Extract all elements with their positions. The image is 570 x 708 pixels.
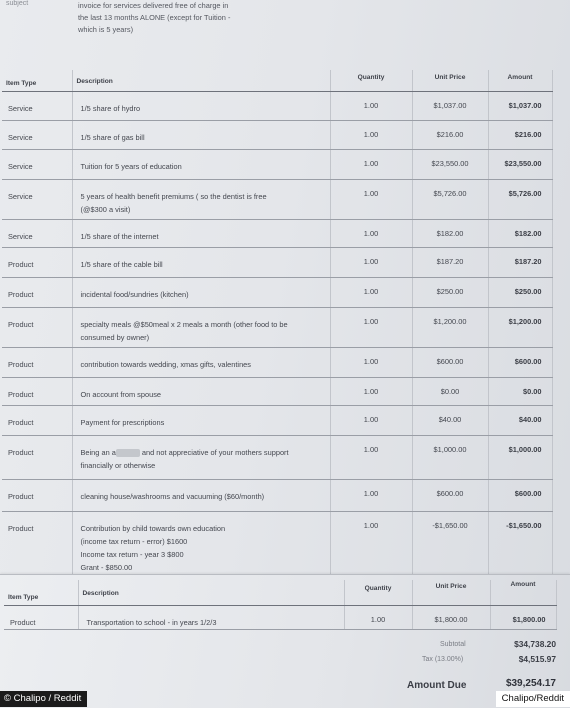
item-amount: $600.00 <box>488 348 552 378</box>
item-amount: $250.00 <box>488 278 552 308</box>
subject-label: subject <box>6 0 29 7</box>
subtotal-value: $34,738.20 <box>514 639 556 649</box>
item-unit-price: $600.00 <box>412 348 488 378</box>
item-quantity: 1.00 <box>330 480 412 512</box>
item-type: Service <box>2 92 72 121</box>
description-text: and not appreciative of your mothers support <box>141 448 289 457</box>
item-amount: $0.00 <box>488 378 552 406</box>
col-quantity: Quantity <box>330 70 412 92</box>
description-line: consumed by owner) <box>80 333 150 342</box>
description-line: (@$300 a visit) <box>80 205 131 214</box>
item-unit-price: $23,550.00 <box>412 150 488 180</box>
description-line: Income tax return - year 3 $800 <box>80 550 184 559</box>
item-amount: $1,800.00 <box>490 606 556 630</box>
col-description: Description <box>72 70 330 92</box>
item-unit-price: -$1,650.00 <box>412 512 488 578</box>
item-description <box>72 150 330 180</box>
item-unit-price: $187.20 <box>412 248 488 278</box>
item-amount: $216.00 <box>488 121 552 150</box>
item-quantity: 1.00 <box>330 278 412 308</box>
table-row <box>2 436 552 480</box>
table-row <box>2 406 552 436</box>
table-row <box>2 480 552 512</box>
description-line: contribution towards wedding, xmas gifts, valentines <box>80 360 251 369</box>
item-amount: -$1,650.00 <box>488 512 552 578</box>
item-amount: $23,550.00 <box>488 150 552 180</box>
col-unit-price: Unit Price <box>412 580 490 606</box>
description-line: On account from spouse <box>80 390 162 399</box>
description-line: 5 years of health benefit premiums ( so the dentist is free <box>80 192 267 201</box>
tax-label: Tax (13.00%) <box>422 656 464 663</box>
table-header-row <box>2 70 552 92</box>
col-quantity: Quantity <box>344 580 412 606</box>
item-quantity: 1.00 <box>330 220 412 248</box>
table-header-row <box>4 580 556 606</box>
table-row <box>2 512 552 578</box>
item-amount: $600.00 <box>488 480 552 512</box>
redacted-word <box>116 449 140 457</box>
note-line: invoice for services delivered free of charge in <box>78 1 229 10</box>
description-line: 1/5 share of the cable bill <box>80 260 163 269</box>
item-type: Service <box>2 220 72 248</box>
subtotal-label: Subtotal <box>440 641 466 648</box>
item-unit-price: $0.00 <box>412 378 488 406</box>
description-line: Contribution by child towards own education <box>80 524 226 533</box>
col-amount: Amount <box>488 70 552 92</box>
item-quantity: 1.00 <box>330 150 412 180</box>
description-line: Tuition for 5 years of education <box>80 162 182 171</box>
note-line: the last 13 months ALONE (except for Tuition - <box>78 13 231 22</box>
item-quantity: 1.00 <box>330 378 412 406</box>
description-line: Grant - $850.00 <box>80 563 133 572</box>
table-row <box>2 308 552 348</box>
description-line: 1/5 share of hydro <box>80 104 141 113</box>
amount-due-label: Amount Due <box>407 680 467 691</box>
item-description <box>72 220 330 248</box>
item-description <box>72 406 330 436</box>
photo-credit-left: © Chalipo / Reddit <box>0 691 87 707</box>
item-description <box>72 278 330 308</box>
table-row <box>2 92 552 121</box>
item-type: Product <box>2 248 72 278</box>
item-type: Service <box>2 180 72 220</box>
table-row <box>2 220 552 248</box>
table-row <box>2 150 552 180</box>
item-quantity: 1.00 <box>330 348 412 378</box>
photo-credit-right: Chalipo/Reddit <box>496 691 570 707</box>
description-line: Payment for prescriptions <box>80 418 165 427</box>
item-unit-price: $1,000.00 <box>412 436 488 480</box>
col-item-type: Item Type <box>4 580 78 606</box>
description-line: 1/5 share of the internet <box>80 232 159 241</box>
table-row <box>4 606 556 630</box>
note-line: which is 5 years) <box>78 25 134 34</box>
item-unit-price: $5,726.00 <box>412 180 488 220</box>
description-line: 1/5 share of gas bill <box>80 133 145 142</box>
tax-value: $4,515.97 <box>518 654 556 664</box>
invoice-note <box>78 0 328 36</box>
item-type: Product <box>2 512 72 578</box>
item-description <box>72 92 330 121</box>
description-line: specialty meals @$50meal x 2 meals a month (other food to be <box>80 320 288 329</box>
item-unit-price: $182.00 <box>412 220 488 248</box>
item-amount: $1,037.00 <box>488 92 552 121</box>
table-row <box>2 248 552 278</box>
item-unit-price: $250.00 <box>412 278 488 308</box>
description-line: financially or otherwise <box>80 461 156 470</box>
item-amount: $1,000.00 <box>488 436 552 480</box>
table-row <box>2 348 552 378</box>
item-amount: $5,726.00 <box>488 180 552 220</box>
item-unit-price: $600.00 <box>412 480 488 512</box>
item-amount: $1,200.00 <box>488 308 552 348</box>
description-line: incidental food/sundries (kitchen) <box>80 290 189 299</box>
item-unit-price: $216.00 <box>412 121 488 150</box>
item-amount: $187.20 <box>488 248 552 278</box>
item-type: Service <box>2 121 72 150</box>
item-type: Product <box>2 480 72 512</box>
item-type: Product <box>2 378 72 406</box>
item-description <box>72 512 330 578</box>
item-description <box>72 121 330 150</box>
item-quantity: 1.00 <box>330 308 412 348</box>
item-quantity: 1.00 <box>330 121 412 150</box>
item-type: Service <box>2 150 72 180</box>
item-type: Product <box>2 406 72 436</box>
item-unit-price: $1,800.00 <box>412 606 490 630</box>
invoice-table-2 <box>4 580 557 630</box>
item-quantity: 1.00 <box>330 248 412 278</box>
item-type: Product <box>2 436 72 480</box>
item-amount: $40.00 <box>488 406 552 436</box>
table-row <box>2 180 552 220</box>
item-description <box>72 248 330 278</box>
col-unit-price: Unit Price <box>412 70 488 92</box>
item-description <box>72 308 330 348</box>
item-unit-price: $1,200.00 <box>412 308 488 348</box>
description-text: Being an a <box>80 448 116 457</box>
item-unit-price: $1,037.00 <box>412 92 488 121</box>
description-line: cleaning house/washrooms and vacuuming ($60/month) <box>80 492 265 501</box>
item-description <box>72 348 330 378</box>
item-quantity: 1.00 <box>344 606 412 630</box>
table-row <box>2 378 552 406</box>
item-quantity: 1.00 <box>330 406 412 436</box>
invoice-table <box>2 70 553 578</box>
item-quantity: 1.00 <box>330 180 412 220</box>
item-quantity: 1.00 <box>330 512 412 578</box>
item-type: Product <box>2 308 72 348</box>
item-type: Product <box>4 606 78 630</box>
item-description <box>78 606 344 630</box>
item-amount: $182.00 <box>488 220 552 248</box>
description-line: Transportation to school - in years 1/2/3 <box>86 618 217 627</box>
item-quantity: 1.00 <box>330 436 412 480</box>
col-description: Description <box>78 580 344 606</box>
item-unit-price: $40.00 <box>412 406 488 436</box>
item-type: Product <box>2 278 72 308</box>
item-description <box>72 378 330 406</box>
table-row <box>2 121 552 150</box>
item-description <box>72 480 330 512</box>
col-item-type: Item Type <box>2 70 72 92</box>
table-row <box>2 278 552 308</box>
item-quantity: 1.00 <box>330 92 412 121</box>
item-type: Product <box>2 348 72 378</box>
amount-due-value: $39,254.17 <box>505 678 556 689</box>
item-description <box>72 180 330 220</box>
description-line: (income tax return - error) $1600 <box>80 537 188 546</box>
item-description <box>72 436 330 480</box>
description-line <box>81 446 326 459</box>
col-amount: Amount <box>490 580 556 606</box>
